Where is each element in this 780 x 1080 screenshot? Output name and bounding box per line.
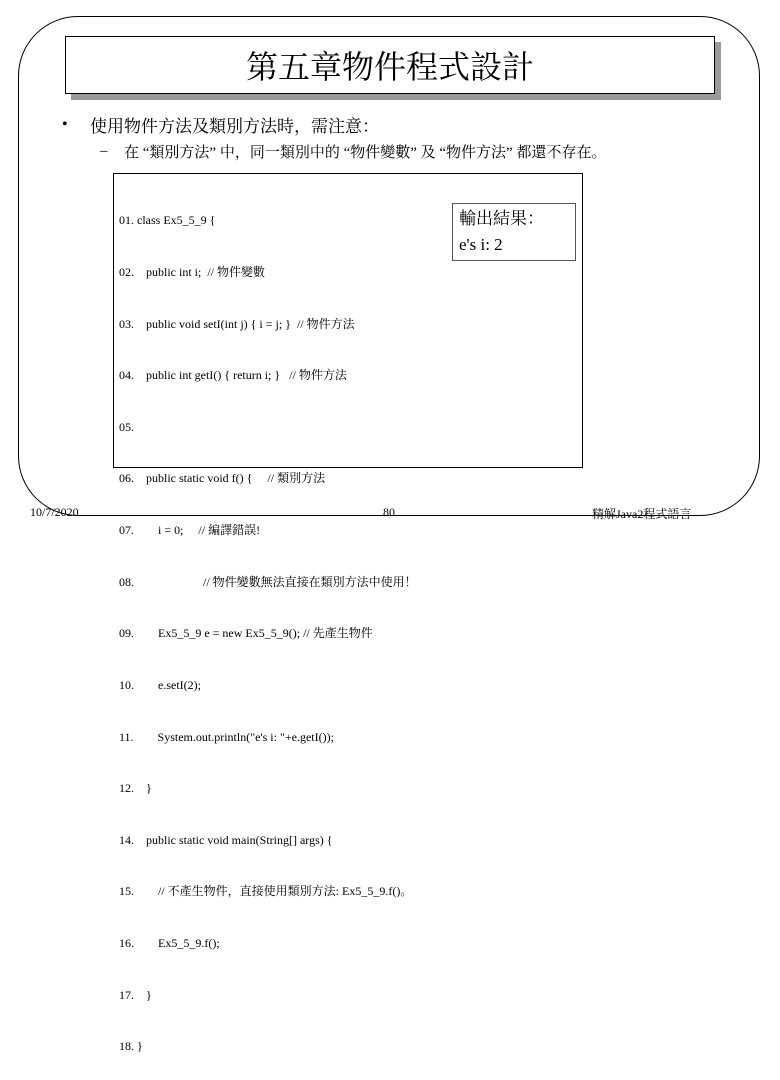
code-line: 05. xyxy=(119,419,134,434)
sub-bullet-item xyxy=(100,141,606,162)
code-line: 08. // 物件變數無法直接在類別方法中使用！ xyxy=(119,574,417,589)
code-line: 17. } xyxy=(119,987,152,1002)
code-line: 06. public static void f() { // 類別方法 xyxy=(119,471,326,486)
code-line: 07. i = 0; // 編譯錯誤! xyxy=(119,523,261,538)
bullet-item xyxy=(62,112,379,137)
code-line: 03. public void setI(int j) { i = j; } // 物件方法 xyxy=(119,316,355,331)
code-line: 14. public static void main(String[] args) { xyxy=(119,832,333,847)
output-value: e's i: 2 xyxy=(459,235,503,254)
footer-date: 10/7/2020 xyxy=(30,505,79,519)
bullet-text: 使用物件方法及類別方法時，需注意： xyxy=(90,117,379,136)
code-line: 04. public int getI() { return i; } // 物件方法 xyxy=(119,368,347,383)
sub-bullet-text: 在 “類別方法” 中，同一類別中的 “物件變數” 及 “物件方法” 都還不存在。 xyxy=(124,145,607,161)
sub-bullet-marker: – xyxy=(100,143,108,159)
code-line: 12. } xyxy=(119,781,152,796)
footer-page-number: 80 xyxy=(383,505,395,519)
bullet-marker: • xyxy=(62,115,68,133)
code-line: 01. class Ex5_5_9 { xyxy=(119,213,216,228)
code-line: 16. Ex5_5_9.f(); xyxy=(119,935,220,950)
code-line: 18. } xyxy=(119,1039,143,1054)
code-line: 11. System.out.println("e's i: "+e.getI()); xyxy=(119,729,334,744)
slide-title xyxy=(65,36,715,94)
slide-title-text: 第五章物件程式設計 xyxy=(245,49,534,85)
output-box xyxy=(452,203,576,261)
code-line: 10. e.setI(2); xyxy=(119,677,201,692)
code-line: 09. Ex5_5_9 e = new Ex5_5_9(); // 先產生物件 xyxy=(119,626,373,641)
code-line: 02. public int i; // 物件變數 xyxy=(119,265,265,280)
code-lines xyxy=(119,178,417,1080)
output-label: 輸出結果： xyxy=(459,209,544,228)
footer-book-title: 精解Java2程式語言 xyxy=(592,507,692,521)
code-line: 15. // 不產生物件，直接使用類別方法: Ex5_5_9.f()。 xyxy=(119,884,413,899)
